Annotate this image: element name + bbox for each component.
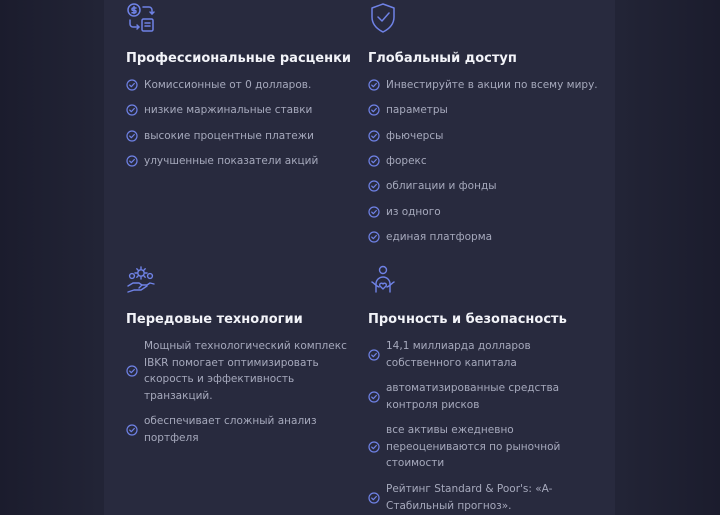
list-item <box>368 229 492 246</box>
check-circle-icon <box>368 79 380 91</box>
check-circle-icon <box>126 155 138 167</box>
list-item <box>368 77 598 94</box>
check-circle-icon <box>368 391 380 403</box>
list-item <box>126 128 314 145</box>
list-item <box>126 77 311 94</box>
check-circle-icon <box>126 365 138 377</box>
technology-title: Передовые технологии <box>126 312 303 327</box>
list-item-text: все активы ежедневно переоцениваются по рыночной стоимости <box>386 424 561 469</box>
check-circle-icon <box>368 349 380 361</box>
dollar-exchange-icon <box>126 2 156 34</box>
list-item-text: Инвестируйте в акции по всему миру. <box>386 79 598 91</box>
list-item-text: из одного <box>386 206 441 218</box>
security-title: Прочность и безопасность <box>368 312 567 327</box>
list-item <box>368 128 443 145</box>
list-item <box>368 178 497 195</box>
list-item-text: 14,1 миллиарда долларов собственного капитала <box>386 340 531 369</box>
check-circle-icon <box>126 424 138 436</box>
list-item <box>368 338 590 371</box>
list-item <box>368 153 427 170</box>
list-item <box>126 102 312 119</box>
check-circle-icon <box>126 104 138 116</box>
check-circle-icon <box>368 104 380 116</box>
pricing-title: Профессиональные расценки <box>126 51 352 66</box>
list-item-text: Рейтинг Standard & Poor's: «A-Стабильный прогноз». <box>386 483 553 512</box>
person-heart-icon <box>368 264 398 296</box>
list-item <box>368 204 441 221</box>
list-item <box>368 380 590 413</box>
global-access-title: Глобальный доступ <box>368 51 517 66</box>
check-circle-icon <box>368 180 380 192</box>
list-item-text: параметры <box>386 104 448 116</box>
list-item <box>126 413 348 446</box>
list-item-text: Мощный технологический комплекс IBKR помогает оптимизировать скорость и эффективность транзакций. <box>144 340 347 402</box>
list-item <box>126 153 318 170</box>
gears-hand-icon <box>126 264 156 296</box>
list-item-text: единая платформа <box>386 231 493 243</box>
list-item-text: форекс <box>386 155 427 167</box>
check-circle-icon <box>368 155 380 167</box>
list-item <box>126 338 348 404</box>
check-circle-icon <box>368 206 380 218</box>
list-item-text: высокие процентные платежи <box>144 130 315 142</box>
check-circle-icon <box>126 79 138 91</box>
list-item-text: облигации и фонды <box>386 180 497 192</box>
list-item-text: улучшенные показатели акций <box>144 155 319 167</box>
check-circle-icon <box>126 130 138 142</box>
list-item-text: автоматизированные средства контроля рисков <box>386 382 560 411</box>
shield-check-icon <box>368 2 398 34</box>
list-item <box>368 102 448 119</box>
list-item-text: низкие маржинальные ставки <box>144 104 313 116</box>
list-item-text: Комиссионные от 0 долларов. <box>144 79 312 91</box>
list-item <box>368 481 590 514</box>
check-circle-icon <box>368 492 380 504</box>
list-item-text: обеспечивает сложный анализ портфеля <box>144 415 317 444</box>
check-circle-icon <box>368 441 380 453</box>
list-item-text: фьючерсы <box>386 130 444 142</box>
list-item <box>368 422 590 472</box>
check-circle-icon <box>368 130 380 142</box>
check-circle-icon <box>368 231 380 243</box>
